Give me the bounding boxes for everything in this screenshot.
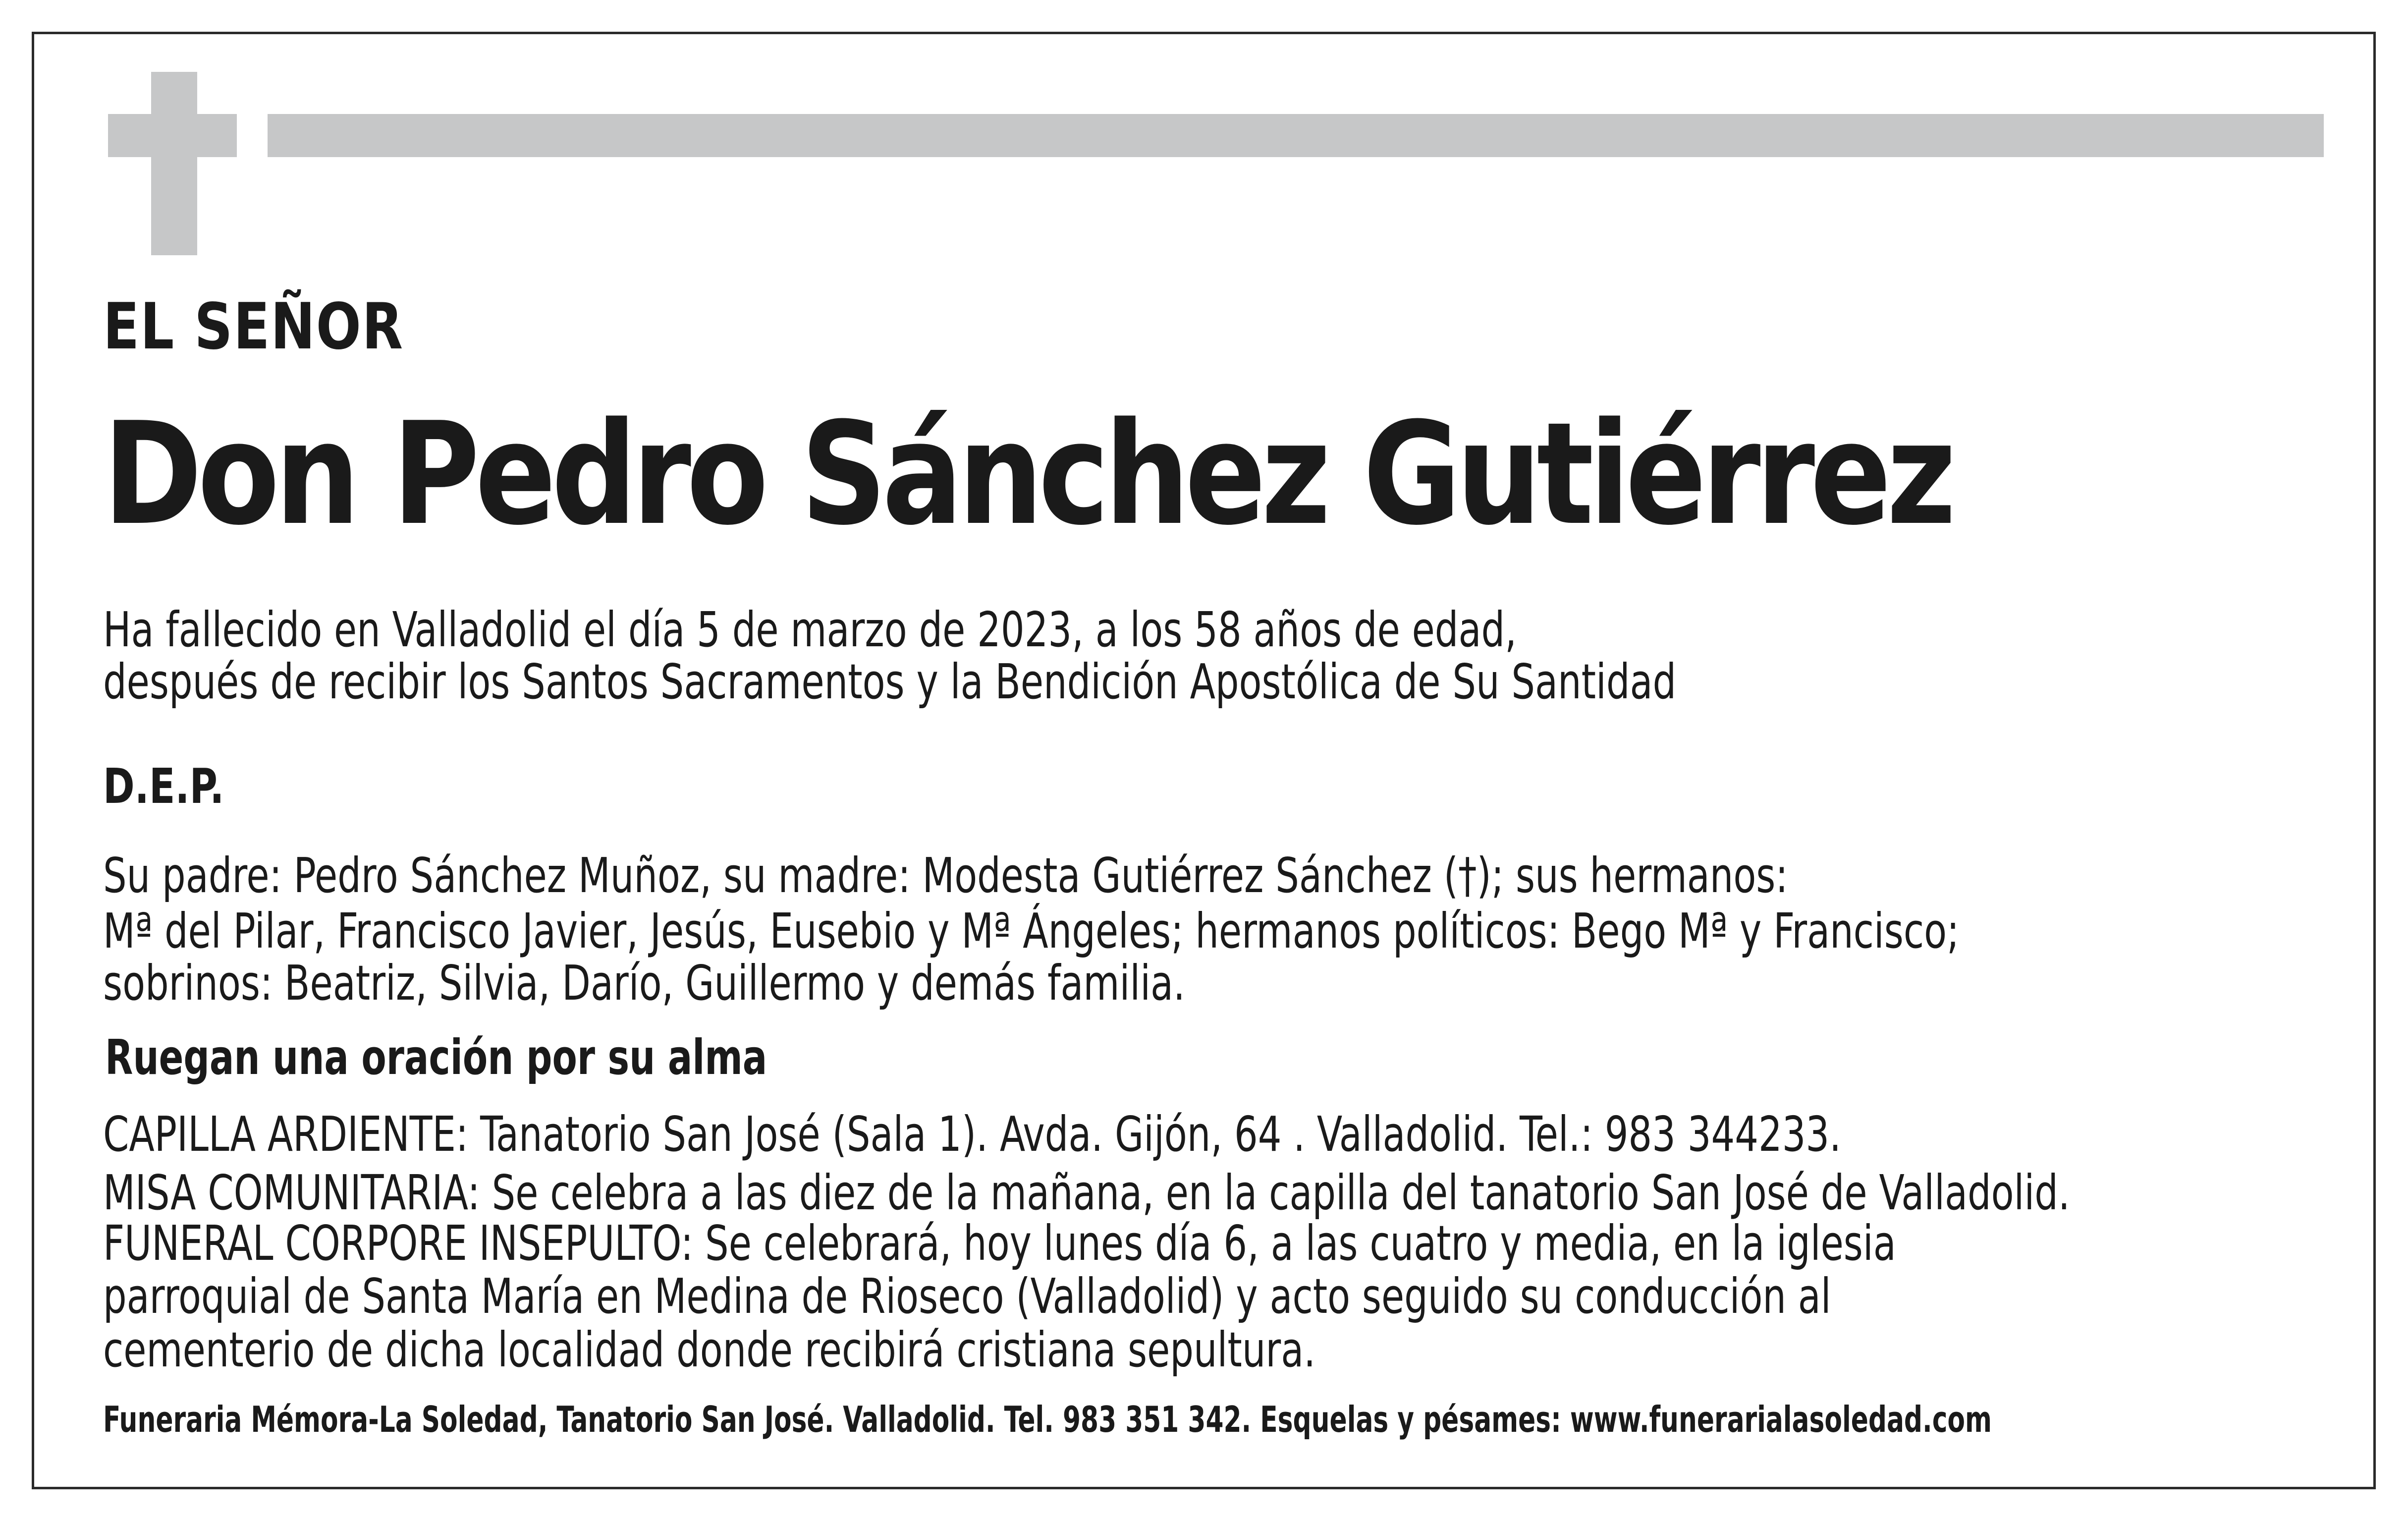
family-line: sobrinos: Beatriz, Silvia, Darío, Guillermo y demás familia.	[103, 955, 1185, 1011]
dep-label: D.E.P.	[103, 758, 224, 814]
family-line: Mª del Pilar, Francisco Javier, Jesús, Eusebio y Mª Ángeles; hermanos políticos: Bego Mª y Francisco;	[103, 903, 1960, 959]
family-line: Su padre: Pedro Sánchez Muñoz, su madre: Modesta Gutiérrez Sánchez (†); sus hermanos:	[103, 847, 1788, 903]
funeral-home-footer: Funeraria Mémora-La Soledad, Tanatorio San José. Valladolid. Tel. 983 351 342. Esquelas y pésames: www.funerarialasoledad.com	[103, 1399, 1992, 1440]
service-line: FUNERAL CORPORE INSEPULTO: Se celebrará, hoy lunes día 6, a las cuatro y media, en la iglesia	[103, 1215, 1896, 1271]
service-line: MISA COMUNITARIA: Se celebra a las diez de la mañana, en la capilla del tanatorio San José de Valladolid.	[103, 1165, 2070, 1221]
service-line: CAPILLA ARDIENTE: Tanatorio San José (Sala 1). Avda. Gijón, 64 . Valladolid. Tel.: 983 344233.	[103, 1106, 1842, 1162]
service-line: parroquial de Santa María en Medina de Rioseco (Valladolid) y acto seguido su conducción al	[103, 1268, 1831, 1324]
header-divider-bar	[268, 114, 2324, 157]
cross-icon-vertical	[151, 72, 197, 255]
service-line: cementerio de dicha localidad donde recibirá cristiana sepultura.	[103, 1322, 1316, 1378]
deceased-name: Don Pedro Sánchez Gutiérrez	[103, 392, 1952, 557]
honorific: EL SEÑOR	[103, 290, 404, 364]
prayer-request: Ruegan una oración por su alma	[105, 1029, 767, 1085]
announcement-line: después de recibir los Santos Sacramentos y la Bendición Apostólica de Su Santidad	[103, 654, 1677, 710]
announcement-line: Ha fallecido en Valladolid el día 5 de marzo de 2023, a los 58 años de edad,	[103, 602, 1517, 658]
cross-icon-horizontal	[108, 114, 237, 157]
